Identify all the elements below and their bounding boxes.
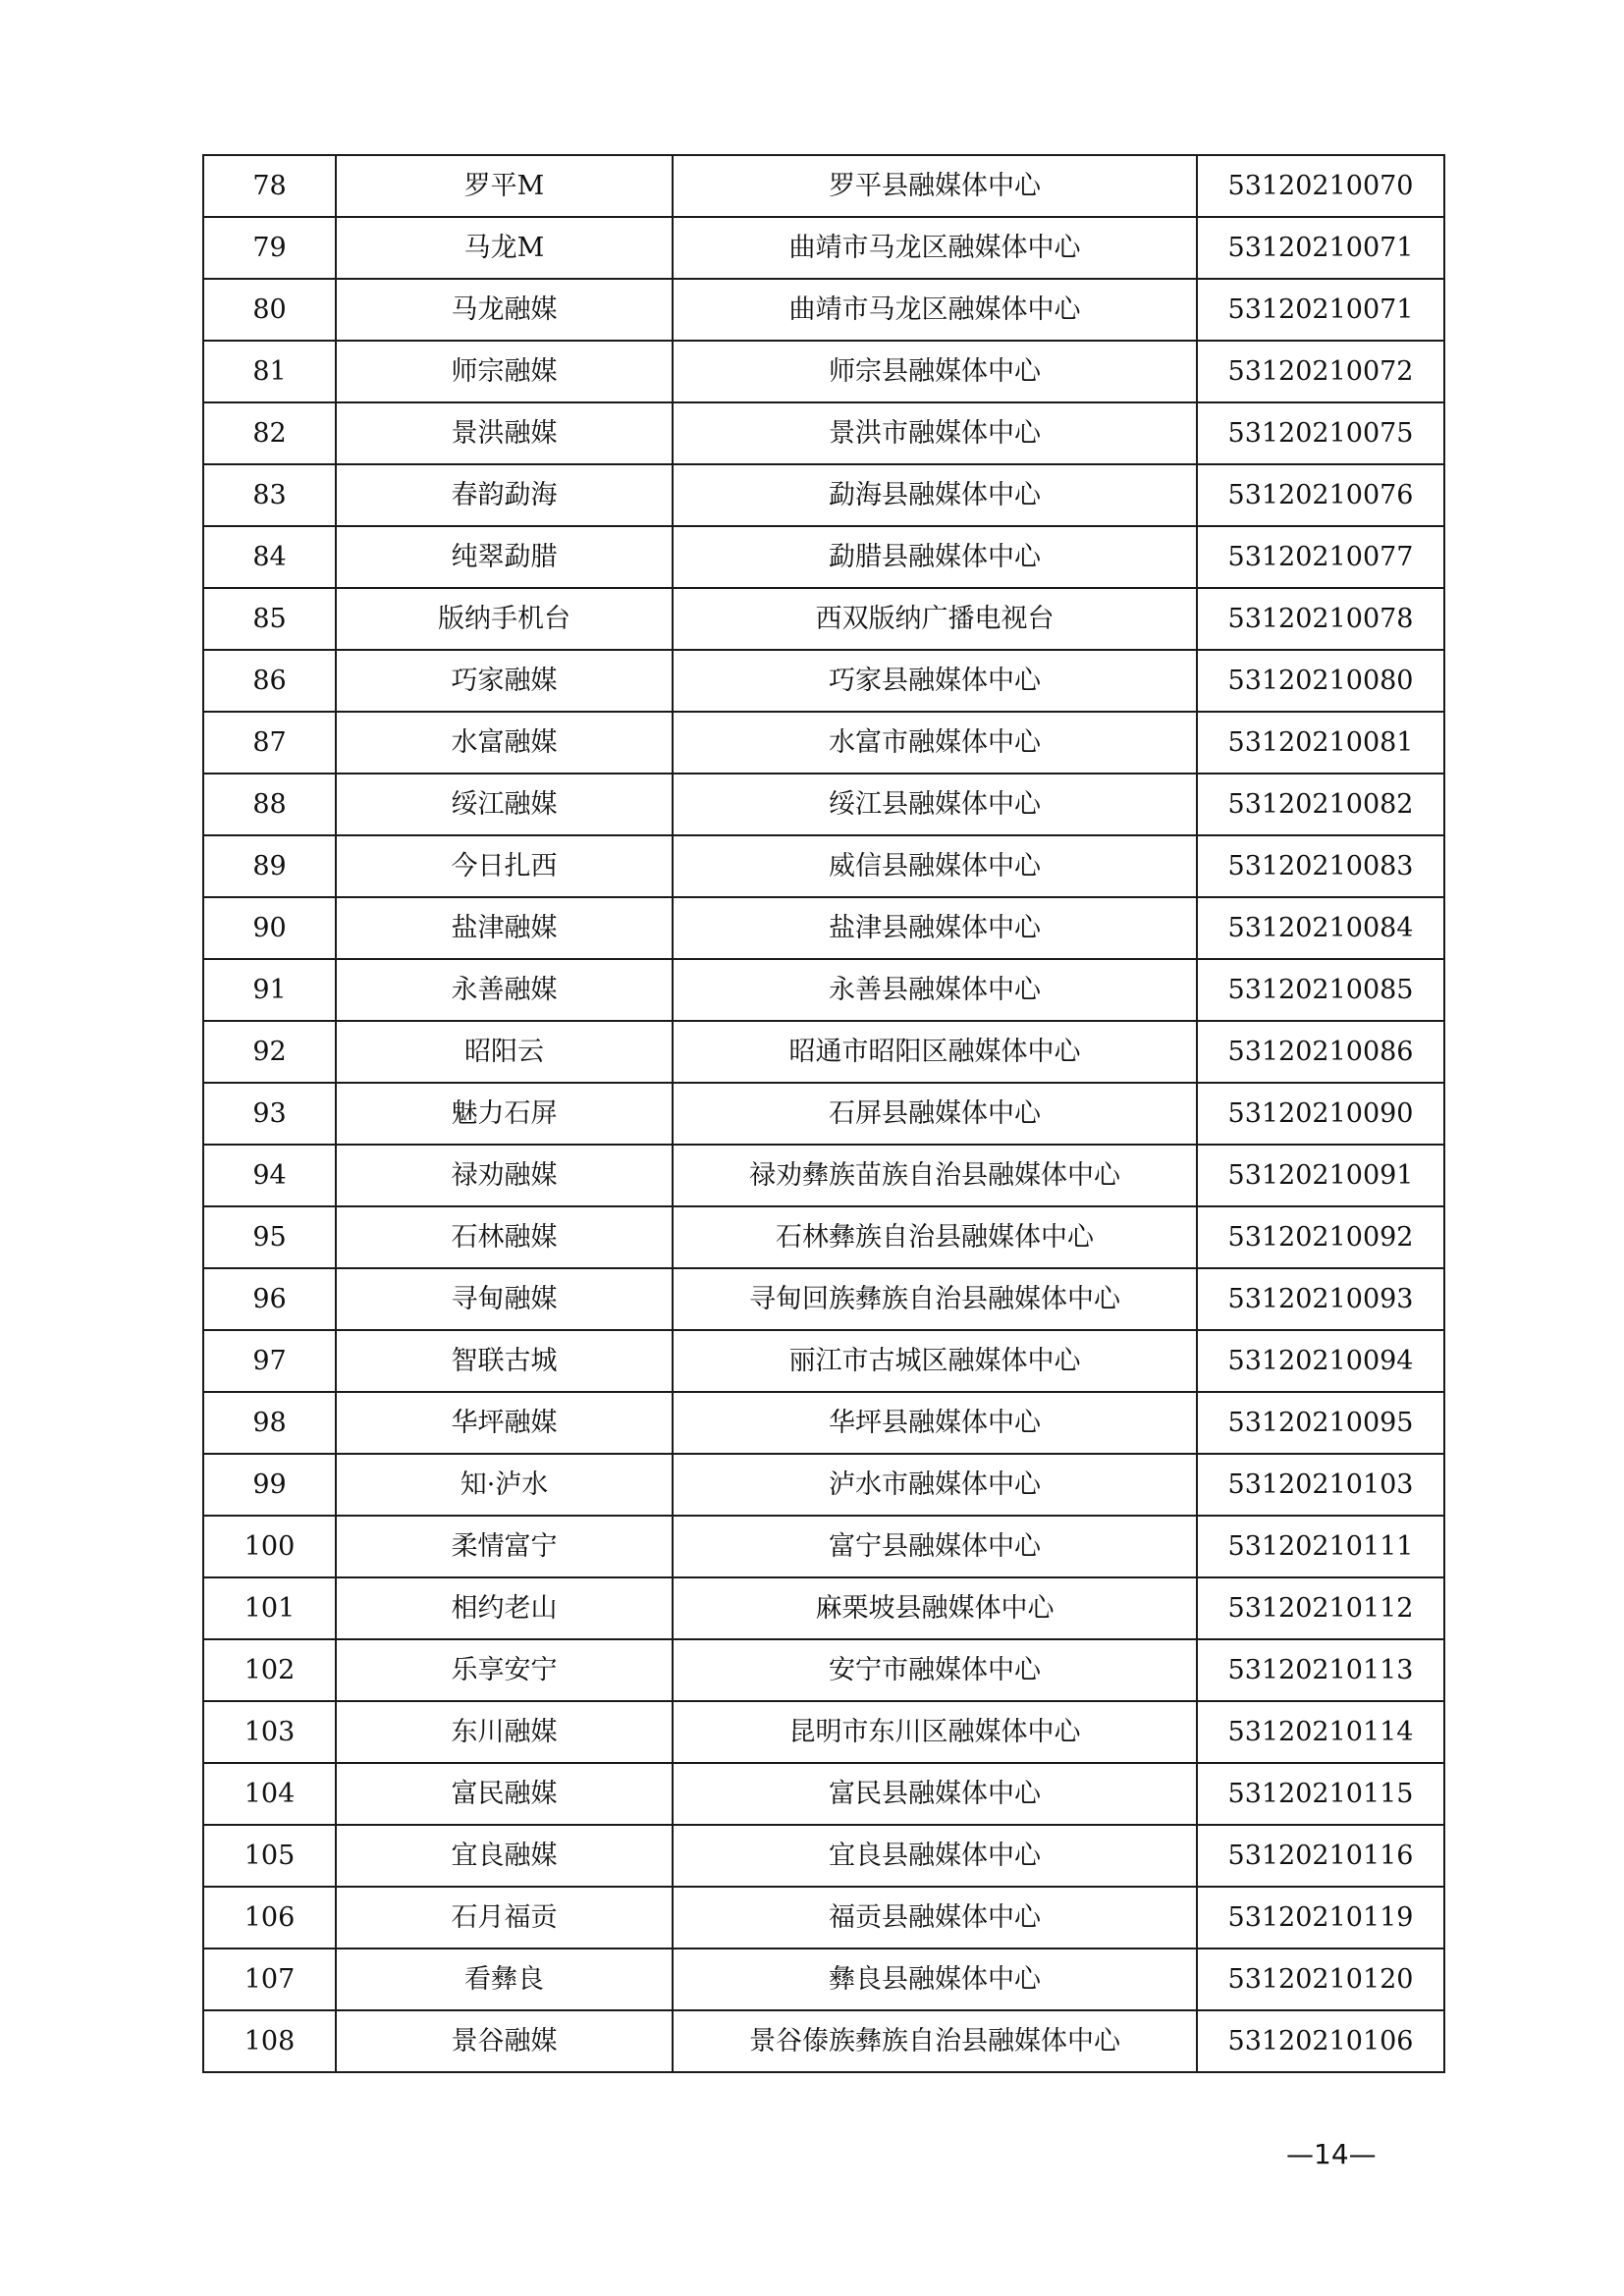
organization-name-cell: 景洪市融媒体中心	[673, 402, 1197, 464]
organization-name-cell: 景谷傣族彝族自治县融媒体中心	[673, 2010, 1197, 2072]
organization-name-cell: 石林彝族自治县融媒体中心	[673, 1206, 1197, 1268]
table-row	[203, 1454, 1444, 1516]
row-index-cell: 105	[203, 1825, 336, 1887]
registration-code-cell: 53120210082	[1197, 774, 1444, 835]
organization-name-cell: 曲靖市马龙区融媒体中心	[673, 217, 1197, 279]
registration-code-cell: 53120210084	[1197, 897, 1444, 959]
row-index-cell: 88	[203, 774, 336, 835]
app-name-cell: 宜良融媒	[336, 1825, 673, 1887]
app-name-cell: 水富融媒	[336, 712, 673, 774]
table-row	[203, 2010, 1444, 2072]
registration-code-cell: 53120210072	[1197, 341, 1444, 402]
table-row	[203, 1577, 1444, 1639]
app-name-cell: 巧家融媒	[336, 650, 673, 712]
table-row	[203, 1206, 1444, 1268]
table-row	[203, 1701, 1444, 1763]
row-index-cell: 87	[203, 712, 336, 774]
row-index-cell: 89	[203, 835, 336, 897]
app-name-cell: 马龙融媒	[336, 279, 673, 341]
row-index-cell: 85	[203, 588, 336, 650]
app-name-cell: 春韵勐海	[336, 464, 673, 526]
organization-name-cell: 盐津县融媒体中心	[673, 897, 1197, 959]
organization-name-cell: 福贡县融媒体中心	[673, 1887, 1197, 1949]
row-index-cell: 86	[203, 650, 336, 712]
app-name-cell: 寻甸融媒	[336, 1268, 673, 1330]
app-name-cell: 相约老山	[336, 1577, 673, 1639]
table-row	[203, 1392, 1444, 1454]
organization-name-cell: 绥江县融媒体中心	[673, 774, 1197, 835]
registration-code-cell: 53120210113	[1197, 1639, 1444, 1701]
table-row	[203, 1083, 1444, 1145]
app-name-cell: 罗平M	[336, 155, 673, 217]
organization-name-cell: 曲靖市马龙区融媒体中心	[673, 279, 1197, 341]
registration-code-cell: 53120210091	[1197, 1145, 1444, 1206]
app-name-cell: 柔情富宁	[336, 1516, 673, 1577]
app-name-cell: 智联古城	[336, 1330, 673, 1392]
app-name-cell: 景洪融媒	[336, 402, 673, 464]
table-body	[203, 155, 1444, 2072]
row-index-cell: 106	[203, 1887, 336, 1949]
registration-code-cell: 53120210077	[1197, 526, 1444, 588]
media-table	[202, 154, 1445, 2073]
row-index-cell: 84	[203, 526, 336, 588]
registration-code-cell: 53120210094	[1197, 1330, 1444, 1392]
row-index-cell: 98	[203, 1392, 336, 1454]
table-row	[203, 1949, 1444, 2010]
table-row	[203, 279, 1444, 341]
table-row	[203, 1145, 1444, 1206]
organization-name-cell: 罗平县融媒体中心	[673, 155, 1197, 217]
table-row	[203, 341, 1444, 402]
organization-name-cell: 宜良县融媒体中心	[673, 1825, 1197, 1887]
registration-code-cell: 53120210103	[1197, 1454, 1444, 1516]
row-index-cell: 104	[203, 1763, 336, 1825]
table-row	[203, 464, 1444, 526]
organization-name-cell: 师宗县融媒体中心	[673, 341, 1197, 402]
table-row	[203, 1825, 1444, 1887]
registration-code-cell: 53120210111	[1197, 1516, 1444, 1577]
row-index-cell: 80	[203, 279, 336, 341]
row-index-cell: 97	[203, 1330, 336, 1392]
row-index-cell: 93	[203, 1083, 336, 1145]
app-name-cell: 师宗融媒	[336, 341, 673, 402]
app-name-cell: 乐享安宁	[336, 1639, 673, 1701]
organization-name-cell: 威信县融媒体中心	[673, 835, 1197, 897]
row-index-cell: 100	[203, 1516, 336, 1577]
row-index-cell: 96	[203, 1268, 336, 1330]
registration-code-cell: 53120210081	[1197, 712, 1444, 774]
table-row	[203, 402, 1444, 464]
organization-name-cell: 水富市融媒体中心	[673, 712, 1197, 774]
organization-name-cell: 昭通市昭阳区融媒体中心	[673, 1021, 1197, 1083]
app-name-cell: 石月福贡	[336, 1887, 673, 1949]
registration-code-cell: 53120210092	[1197, 1206, 1444, 1268]
app-name-cell: 昭阳云	[336, 1021, 673, 1083]
organization-name-cell: 麻栗坡县融媒体中心	[673, 1577, 1197, 1639]
registration-code-cell: 53120210083	[1197, 835, 1444, 897]
app-name-cell: 纯翠勐腊	[336, 526, 673, 588]
registration-code-cell: 53120210085	[1197, 959, 1444, 1021]
organization-name-cell: 石屏县融媒体中心	[673, 1083, 1197, 1145]
registration-code-cell: 53120210106	[1197, 2010, 1444, 2072]
organization-name-cell: 巧家县融媒体中心	[673, 650, 1197, 712]
organization-name-cell: 勐腊县融媒体中心	[673, 526, 1197, 588]
organization-name-cell: 彝良县融媒体中心	[673, 1949, 1197, 2010]
app-name-cell: 马龙M	[336, 217, 673, 279]
registration-code-cell: 53120210076	[1197, 464, 1444, 526]
table-row	[203, 1639, 1444, 1701]
registration-code-cell: 53120210115	[1197, 1763, 1444, 1825]
app-name-cell: 富民融媒	[336, 1763, 673, 1825]
registration-code-cell: 53120210075	[1197, 402, 1444, 464]
table-row	[203, 1516, 1444, 1577]
organization-name-cell: 西双版纳广播电视台	[673, 588, 1197, 650]
table-row	[203, 217, 1444, 279]
row-index-cell: 83	[203, 464, 336, 526]
table-row	[203, 1021, 1444, 1083]
app-name-cell: 盐津融媒	[336, 897, 673, 959]
registration-code-cell: 53120210116	[1197, 1825, 1444, 1887]
registration-code-cell: 53120210078	[1197, 588, 1444, 650]
app-name-cell: 景谷融媒	[336, 2010, 673, 2072]
row-index-cell: 108	[203, 2010, 336, 2072]
table-row	[203, 155, 1444, 217]
table-row	[203, 588, 1444, 650]
table-row	[203, 897, 1444, 959]
app-name-cell: 禄劝融媒	[336, 1145, 673, 1206]
row-index-cell: 103	[203, 1701, 336, 1763]
table-row	[203, 650, 1444, 712]
organization-name-cell: 泸水市融媒体中心	[673, 1454, 1197, 1516]
table-row	[203, 959, 1444, 1021]
row-index-cell: 79	[203, 217, 336, 279]
row-index-cell: 81	[203, 341, 336, 402]
registration-code-cell: 53120210071	[1197, 217, 1444, 279]
registration-code-cell: 53120210086	[1197, 1021, 1444, 1083]
registration-code-cell: 53120210090	[1197, 1083, 1444, 1145]
app-name-cell: 版纳手机台	[336, 588, 673, 650]
row-index-cell: 78	[203, 155, 336, 217]
organization-name-cell: 永善县融媒体中心	[673, 959, 1197, 1021]
registration-code-cell: 53120210114	[1197, 1701, 1444, 1763]
table-row	[203, 835, 1444, 897]
row-index-cell: 101	[203, 1577, 336, 1639]
app-name-cell: 东川融媒	[336, 1701, 673, 1763]
registration-code-cell: 53120210120	[1197, 1949, 1444, 2010]
registration-code-cell: 53120210112	[1197, 1577, 1444, 1639]
row-index-cell: 95	[203, 1206, 336, 1268]
row-index-cell: 82	[203, 402, 336, 464]
row-index-cell: 90	[203, 897, 336, 959]
table-row	[203, 1763, 1444, 1825]
registration-code-cell: 53120210080	[1197, 650, 1444, 712]
organization-name-cell: 安宁市融媒体中心	[673, 1639, 1197, 1701]
app-name-cell: 绥江融媒	[336, 774, 673, 835]
organization-name-cell: 勐海县融媒体中心	[673, 464, 1197, 526]
app-name-cell: 永善融媒	[336, 959, 673, 1021]
organization-name-cell: 禄劝彝族苗族自治县融媒体中心	[673, 1145, 1197, 1206]
app-name-cell: 魅力石屏	[336, 1083, 673, 1145]
organization-name-cell: 华坪县融媒体中心	[673, 1392, 1197, 1454]
app-name-cell: 看彝良	[336, 1949, 673, 2010]
table-row	[203, 712, 1444, 774]
organization-name-cell: 富民县融媒体中心	[673, 1763, 1197, 1825]
organization-name-cell: 丽江市古城区融媒体中心	[673, 1330, 1197, 1392]
organization-name-cell: 寻甸回族彝族自治县融媒体中心	[673, 1268, 1197, 1330]
row-index-cell: 107	[203, 1949, 336, 2010]
organization-name-cell: 昆明市东川区融媒体中心	[673, 1701, 1197, 1763]
table-row	[203, 1887, 1444, 1949]
row-index-cell: 92	[203, 1021, 336, 1083]
row-index-cell: 99	[203, 1454, 336, 1516]
registration-code-cell: 53120210093	[1197, 1268, 1444, 1330]
registration-code-cell: 53120210095	[1197, 1392, 1444, 1454]
page-number: —14—	[1286, 2138, 1377, 2170]
table-row	[203, 1330, 1444, 1392]
row-index-cell: 94	[203, 1145, 336, 1206]
registration-code-cell: 53120210119	[1197, 1887, 1444, 1949]
row-index-cell: 102	[203, 1639, 336, 1701]
row-index-cell: 91	[203, 959, 336, 1021]
table-row	[203, 774, 1444, 835]
app-name-cell: 石林融媒	[336, 1206, 673, 1268]
app-name-cell: 今日扎西	[336, 835, 673, 897]
table-row	[203, 526, 1444, 588]
organization-name-cell: 富宁县融媒体中心	[673, 1516, 1197, 1577]
registration-code-cell: 53120210070	[1197, 155, 1444, 217]
registration-code-cell: 53120210071	[1197, 279, 1444, 341]
table-row	[203, 1268, 1444, 1330]
media-table-container	[202, 154, 1443, 2073]
app-name-cell: 知·泸水	[336, 1454, 673, 1516]
app-name-cell: 华坪融媒	[336, 1392, 673, 1454]
